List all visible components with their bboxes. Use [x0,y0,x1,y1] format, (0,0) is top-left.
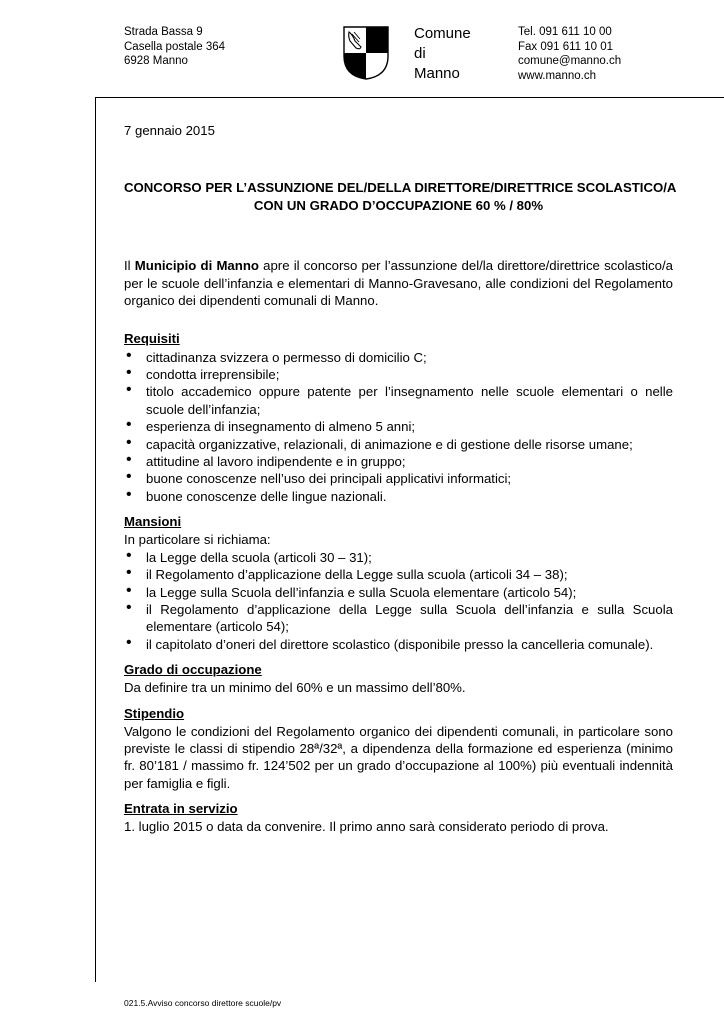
list-item [124,433,673,453]
address-block [124,25,225,69]
intro-prefix: Il [124,258,135,274]
comune-line: di [414,45,426,62]
list-item-text: esperienza di insegnamento di almeno 5 anni; [146,419,416,435]
list-item-text: buone conoscenze nell’uso dei principali applicativi informatici; [146,471,512,487]
bullet-icon: • [126,416,132,434]
bullet-icon: • [126,451,132,469]
bullet-icon: • [126,468,132,486]
list-item-text: condotta irreprensibile; [146,367,280,383]
address-line: Casella postale 364 [124,40,226,53]
bullet-icon: • [126,381,132,399]
list-item-text: cittadinanza svizzera o permesso di domicilio C; [146,349,427,365]
address-line: Strada Bassa 9 [124,26,203,38]
contacts-block [518,25,621,83]
bullet-icon: • [126,364,132,382]
phone: Tel. 091 611 10 00 [518,26,612,38]
email-link[interactable]: comune@manno.ch [518,55,622,67]
intro-text: apre il concorso per l’assunzione del/la direttore/direttrice scolastico/a per le scuole dell’infanzia e elementari di Manno-Gravesano, alle condizioni del Regolamento organico dei dipendenti comunali di Manno. [124,258,673,309]
list-item [124,346,673,366]
mansioni-intro: In particolare si richiama: [124,532,271,548]
section-title-stipendio: Stipendio [124,705,185,721]
list-item [124,598,673,636]
stipendio-text: Valgono le condizioni del Regolamento organico dei dipendenti comunali, in particolare sono previste le classi di stipendio 28ª/32ª, a dipendenza della formazione ed esperienza (minimo fr. 80’181 / massimo fr. 124’502 per un grado d’occupazione al 100%) più eventuali indennità per famiglia e figli. [124,723,673,791]
website-link[interactable]: www.manno.ch [518,69,596,82]
bullet-icon: • [126,433,132,451]
list-item [124,418,673,435]
list-item [124,566,673,583]
section-title-mansioni: Mansioni [124,514,182,530]
intro-bold: Municipio di Manno [134,258,259,274]
mansioni-list [124,546,673,653]
margin-line [95,97,96,982]
list-item-text: capacità organizzative, relazionali, di animazione e di gestione delle risorse umane; [146,436,633,452]
list-item-text: attitudine al lavoro indipendente e in gruppo; [146,454,406,470]
list-item-text: il Regolamento d’applicazione della Legge sulla scuola (articoli 34 – 38); [146,567,568,583]
footer-reference: 021.5.Avviso concorso direttore scuole/pv [124,998,282,1008]
bullet-icon: • [126,633,132,651]
list-item [124,383,673,418]
bullet-icon: • [126,581,132,599]
list-item-text: la Legge della scuola (articoli 30 – 31); [146,549,372,565]
list-item-text: titolo accademico oppure patente per l’insegnamento nelle scuole elementari o nelle scuole dell’infanzia; [146,384,673,417]
list-item [124,546,673,566]
list-item [124,453,673,470]
entrata-text: 1. luglio 2015 o data da convenire. Il primo anno sarà considerato periodo di prova. [124,819,609,835]
comune-name [414,24,471,84]
list-item [124,485,673,505]
bullet-icon: • [126,346,132,364]
list-item-text: il Regolamento d’applicazione della Legge sulla Scuola dell’infanzia e sulla Scuola elementare (articolo 54); [146,601,673,635]
bullet-icon: • [126,485,132,503]
header-divider [95,97,724,98]
title-line: CON UN GRADO D’OCCUPAZIONE 60 % / 80% [253,198,544,214]
title-line: CONCORSO PER L’ASSUNZIONE DEL/DELLA DIRETTORE/DIRETTRICE SCOLASTICO/A [124,180,677,196]
fax: Fax 091 611 10 01 [518,40,614,53]
list-item [124,366,673,383]
intro-paragraph [124,257,673,309]
address-line: 6928 Manno [124,55,188,67]
requisiti-list [124,346,673,506]
list-item-text: la Legge sulla Scuola dell’infanzia e sulla Scuola elementare (articolo 54); [146,584,577,600]
document-body [124,122,677,836]
comune-line: Comune [414,25,471,42]
section-title-requisiti: Requisiti [124,330,180,346]
document-title [124,179,677,215]
coat-of-arms-icon [343,26,389,80]
list-item-text: il capitolato d’oneri del direttore scolastico (disponibile presso la cancelleria comunale). [146,636,654,652]
section-title-grado: Grado di occupazione [124,662,262,678]
section-title-entrata: Entrata in servizio [124,801,238,817]
list-item-text: buone conoscenze delle lingue nazionali. [146,488,387,504]
comune-line: Manno [414,65,460,82]
list-item [124,470,673,487]
bullet-icon: • [126,546,132,564]
bullet-icon: • [126,598,132,616]
bullet-icon: • [126,564,132,582]
list-item [124,633,673,653]
document-date: 7 gennaio 2015 [124,123,215,138]
grado-text: Da definire tra un minimo del 60% e un massimo dell’80%. [124,680,466,696]
list-item [124,581,673,601]
